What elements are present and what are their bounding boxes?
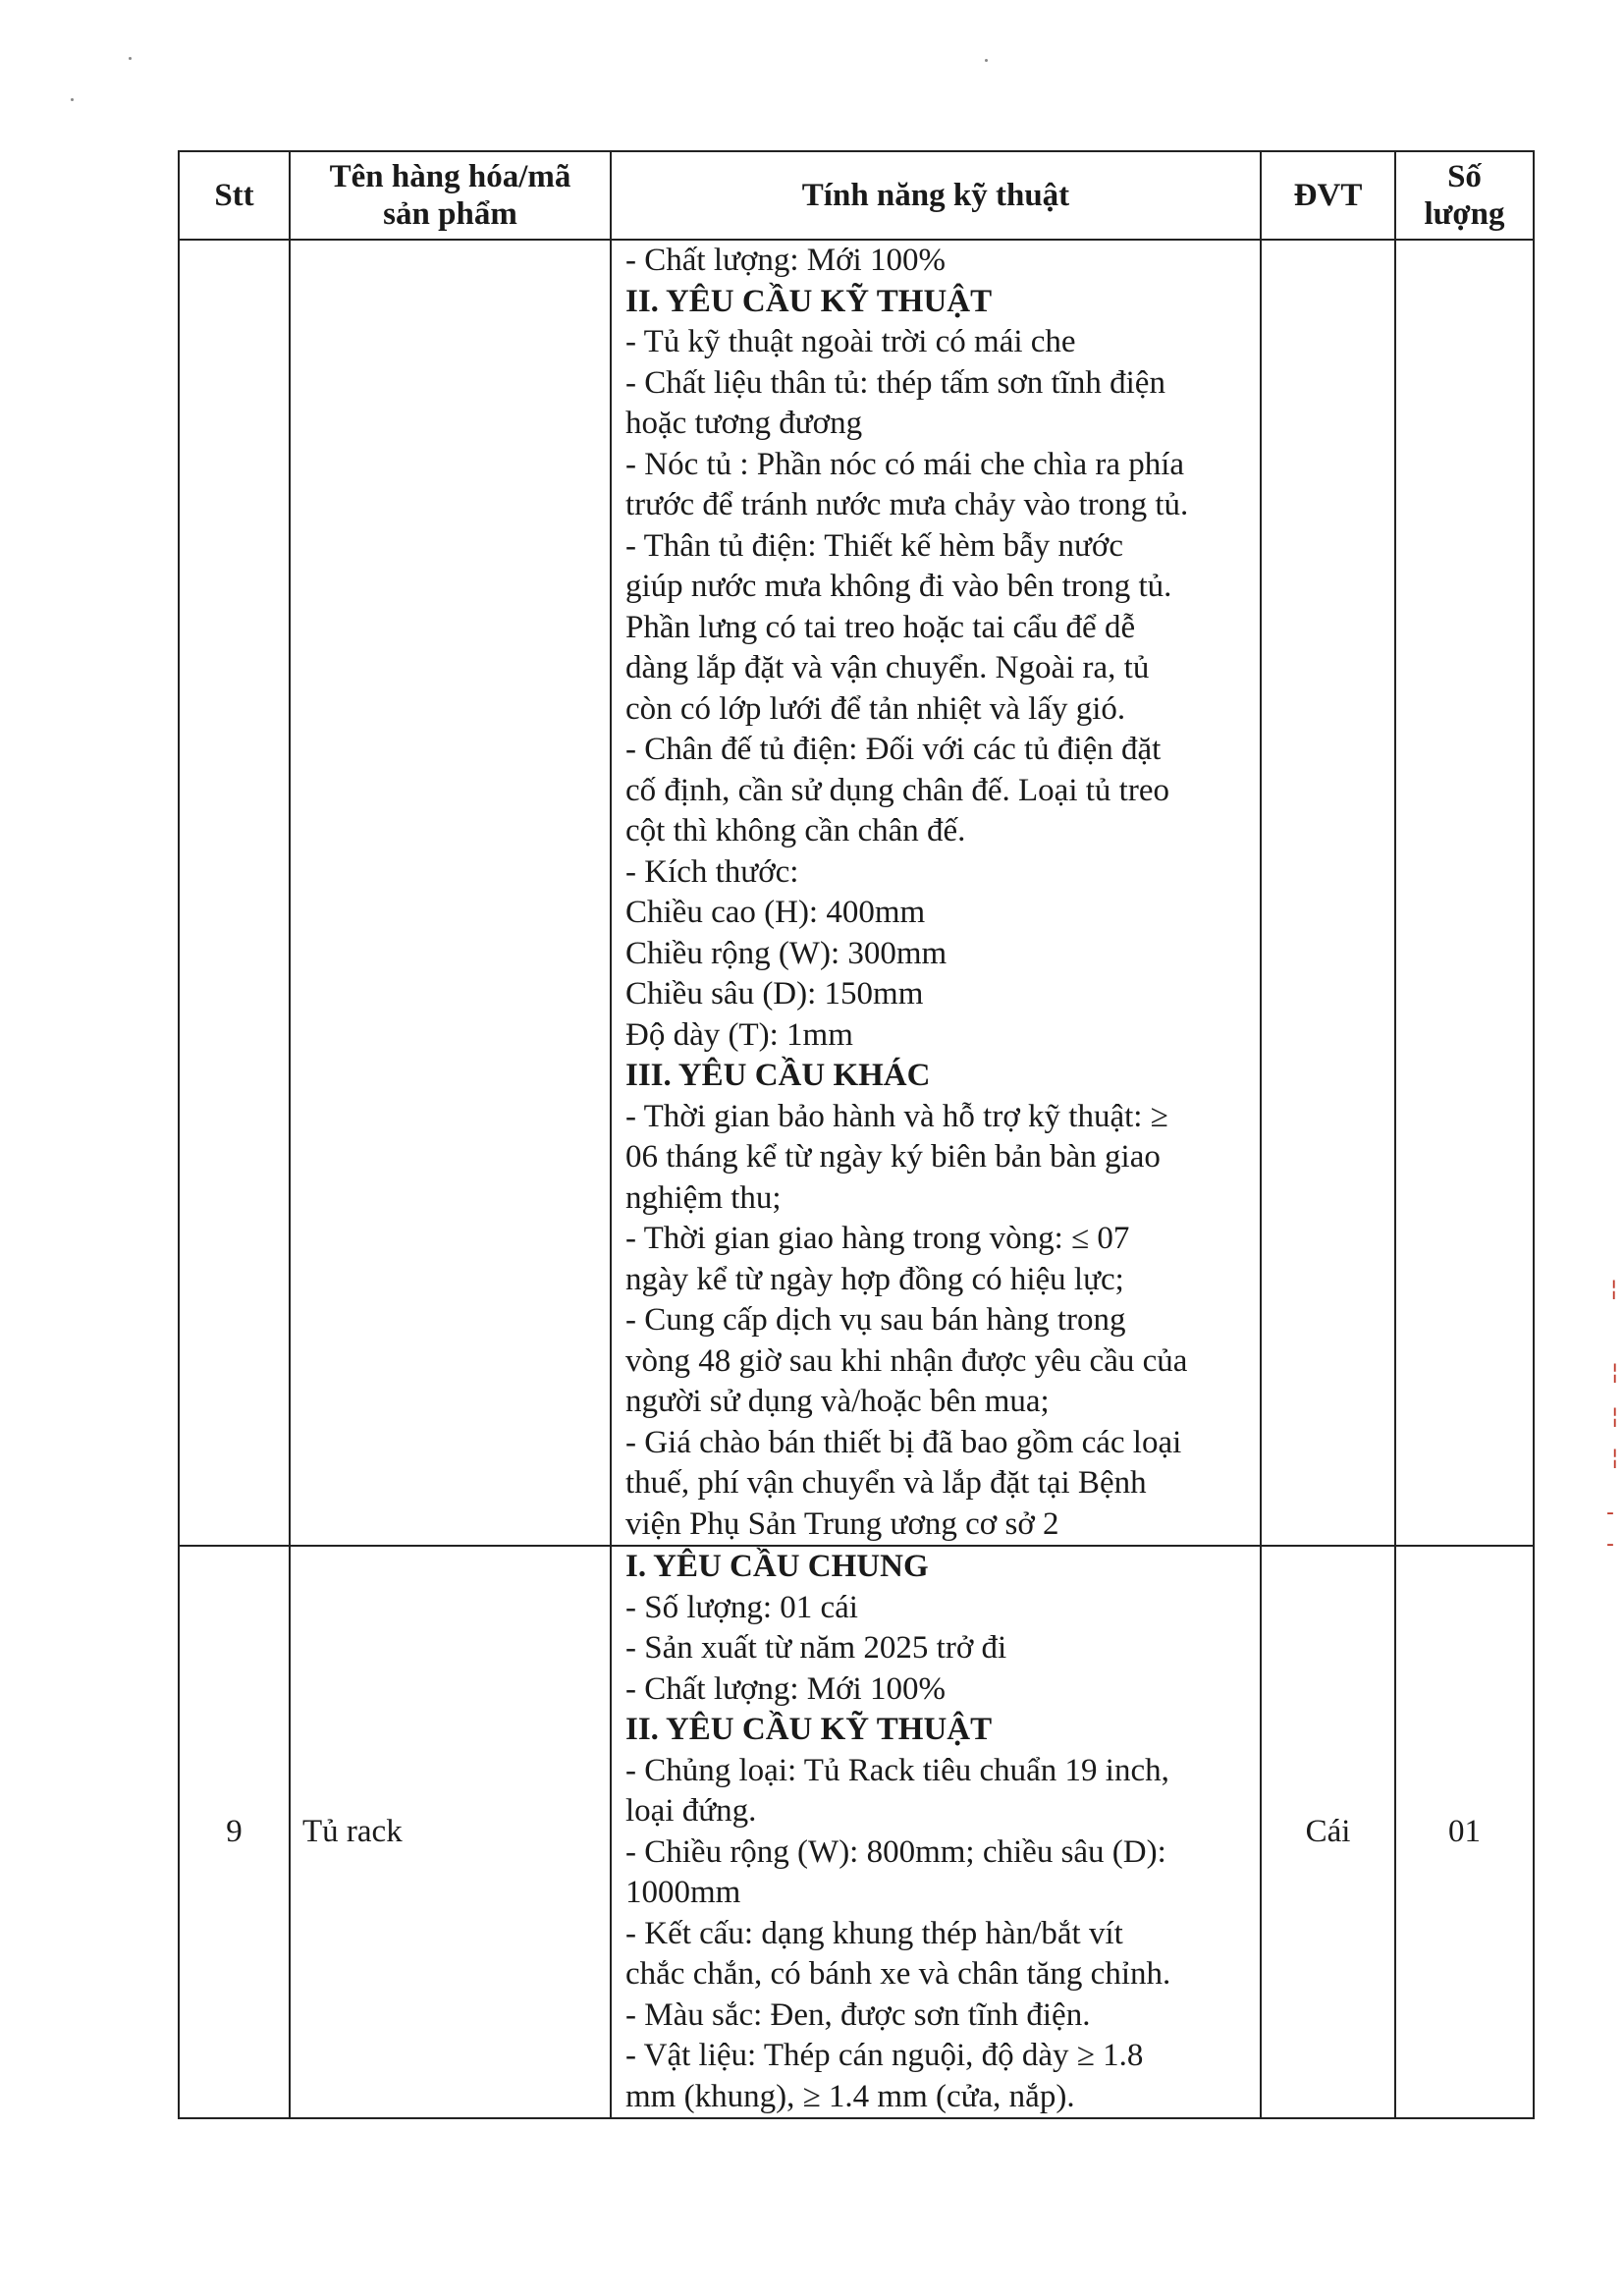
stamp-edge-mark: -	[1606, 1501, 1614, 1525]
feature-line: - Chiều rộng (W): 800mm; chiều sâu (D):	[625, 1833, 1166, 1870]
feature-line: - Chất lượng: Mới 100%	[625, 1670, 946, 1707]
feature-line: - Cung cấp dịch vụ sau bán hàng trong	[625, 1302, 1126, 1338]
stamp-edge-mark: ¦	[1611, 1404, 1619, 1429]
section-heading: II. YÊU CẦU KỸ THUẬT	[625, 283, 993, 319]
feature-lines	[625, 241, 1254, 1545]
cell-qty: 01	[1395, 1546, 1534, 2118]
section-heading: III. YÊU CẦU KHÁC	[625, 1058, 931, 1093]
feature-line: - Màu sắc: Đen, được sơn tĩnh điện.	[625, 1996, 1091, 2033]
header-unit: ĐVT	[1261, 151, 1395, 240]
feature-line: 06 tháng kể từ ngày ký biên bản bàn giao	[625, 1139, 1161, 1175]
feature-line: viện Phụ Sản Trung ương cơ sở 2	[625, 1505, 1059, 1542]
feature-line: - Giá chào bán thiết bị đã bao gồm các loại	[625, 1424, 1182, 1460]
scan-speck	[71, 98, 74, 101]
feature-line: thuế, phí vận chuyển và lắp đặt tại Bệnh	[625, 1465, 1147, 1501]
table-row	[179, 1546, 1534, 2118]
cell-qty	[1395, 240, 1534, 1546]
table-row	[179, 240, 1534, 1546]
header-row	[179, 151, 1534, 240]
header-name-line-2: sản phẩm	[383, 196, 517, 232]
feature-line: cột thì không cần chân đế.	[625, 813, 966, 848]
feature-line: trước để tránh nước mưa chảy vào trong tủ.	[625, 487, 1189, 522]
feature-line: người sử dụng và/hoặc bên mua;	[625, 1384, 1050, 1419]
cell-name	[290, 240, 611, 1546]
feature-line: vòng 48 giờ sau khi nhận được yêu cầu của	[625, 1342, 1188, 1379]
cell-stt: 9	[179, 1546, 290, 2118]
section-heading: II. YÊU CẦU KỸ THUẬT	[625, 1712, 993, 1747]
feature-line: - Chủng loại: Tủ Rack tiêu chuẩn 19 inch,	[625, 1752, 1169, 1788]
header-feature: Tính năng kỹ thuật	[611, 151, 1261, 240]
feature-line: nghiệm thu;	[625, 1179, 782, 1216]
header-name-line-1: Tên hàng hóa/mã	[329, 159, 571, 194]
scan-speck	[129, 57, 132, 60]
feature-line: - Kích thước:	[625, 853, 799, 890]
cell-unit	[1261, 240, 1395, 1546]
feature-line: - Thời gian bảo hành và hỗ trợ kỹ thuật: ≥	[625, 1098, 1168, 1134]
feature-line: còn có lớp lưới để tản nhiệt và lấy gió.	[625, 690, 1126, 727]
feature-line: cố định, cần sử dụng chân đế. Loại tủ treo	[625, 772, 1169, 808]
feature-line: mm (khung), ≥ 1.4 mm (cửa, nắp).	[625, 2078, 1075, 2114]
feature-line: ngày kể từ ngày hợp đồng có hiệu lực;	[625, 1261, 1124, 1297]
feature-line: Chiều rộng (W): 300mm	[625, 935, 947, 971]
cell-feature	[611, 1546, 1261, 2118]
feature-line: Chiều sâu (D): 150mm	[625, 976, 924, 1011]
feature-line: - Kết cấu: dạng khung thép hàn/bắt vít	[625, 1915, 1123, 1951]
feature-line: - Sản xuất từ năm 2025 trở đi	[625, 1630, 1007, 1666]
feature-line: hoặc tương đương	[625, 406, 863, 441]
feature-line: Độ dày (T): 1mm	[625, 1016, 853, 1053]
feature-lines	[625, 1547, 1254, 2117]
feature-line: - Thân tủ điện: Thiết kế hèm bẫy nước	[625, 527, 1123, 564]
feature-line: - Nóc tủ : Phần nóc có mái che chìa ra phía	[625, 446, 1185, 482]
feature-line: - Tủ kỹ thuật ngoài trời có mái che	[625, 324, 1076, 359]
header-stt: Stt	[179, 151, 290, 240]
feature-line: - Thời gian giao hàng trong vòng: ≤ 07	[625, 1221, 1130, 1256]
feature-line: dàng lắp đặt và vận chuyển. Ngoài ra, tủ	[625, 650, 1150, 685]
stamp-edge-mark: ¦	[1611, 1360, 1619, 1385]
header-qty	[1395, 151, 1534, 240]
feature-line: - Chất lượng: Mới 100%	[625, 243, 946, 278]
stamp-edge-mark: ¦	[1611, 1446, 1619, 1470]
spec-table	[178, 150, 1535, 2119]
cell-stt	[179, 240, 290, 1546]
feature-line: Phần lưng có tai treo hoặc tai cẩu để dễ	[625, 609, 1136, 645]
feature-line: - Chân đế tủ điện: Đối với các tủ điện đặt	[625, 732, 1162, 767]
feature-line: loại đứng.	[625, 1793, 757, 1829]
feature-line: giúp nước mưa không đi vào bên trong tủ.	[625, 569, 1172, 604]
stamp-edge-mark: -	[1606, 1532, 1614, 1557]
feature-line: Chiều cao (H): 400mm	[625, 895, 926, 930]
cell-feature	[611, 240, 1261, 1546]
scan-speck	[985, 59, 988, 62]
cell-unit: Cái	[1261, 1546, 1395, 2118]
feature-line: - Số lượng: 01 cái	[625, 1589, 858, 1625]
header-name	[290, 151, 611, 240]
feature-line: chắc chắn, có bánh xe và chân tăng chỉnh.	[625, 1956, 1171, 1992]
section-heading: I. YÊU CẦU CHUNG	[625, 1549, 929, 1584]
header-qty-line-2: lượng	[1424, 196, 1505, 232]
feature-line: - Chất liệu thân tủ: thép tấm sơn tĩnh điện	[625, 364, 1165, 401]
feature-line: - Vật liệu: Thép cán nguội, độ dày ≥ 1.8	[625, 2038, 1144, 2073]
feature-line: 1000mm	[625, 1875, 741, 1910]
stamp-edge-mark: ¦	[1610, 1277, 1618, 1301]
header-qty-line-1: Số	[1447, 159, 1482, 194]
cell-name: Tủ rack	[290, 1546, 611, 2118]
